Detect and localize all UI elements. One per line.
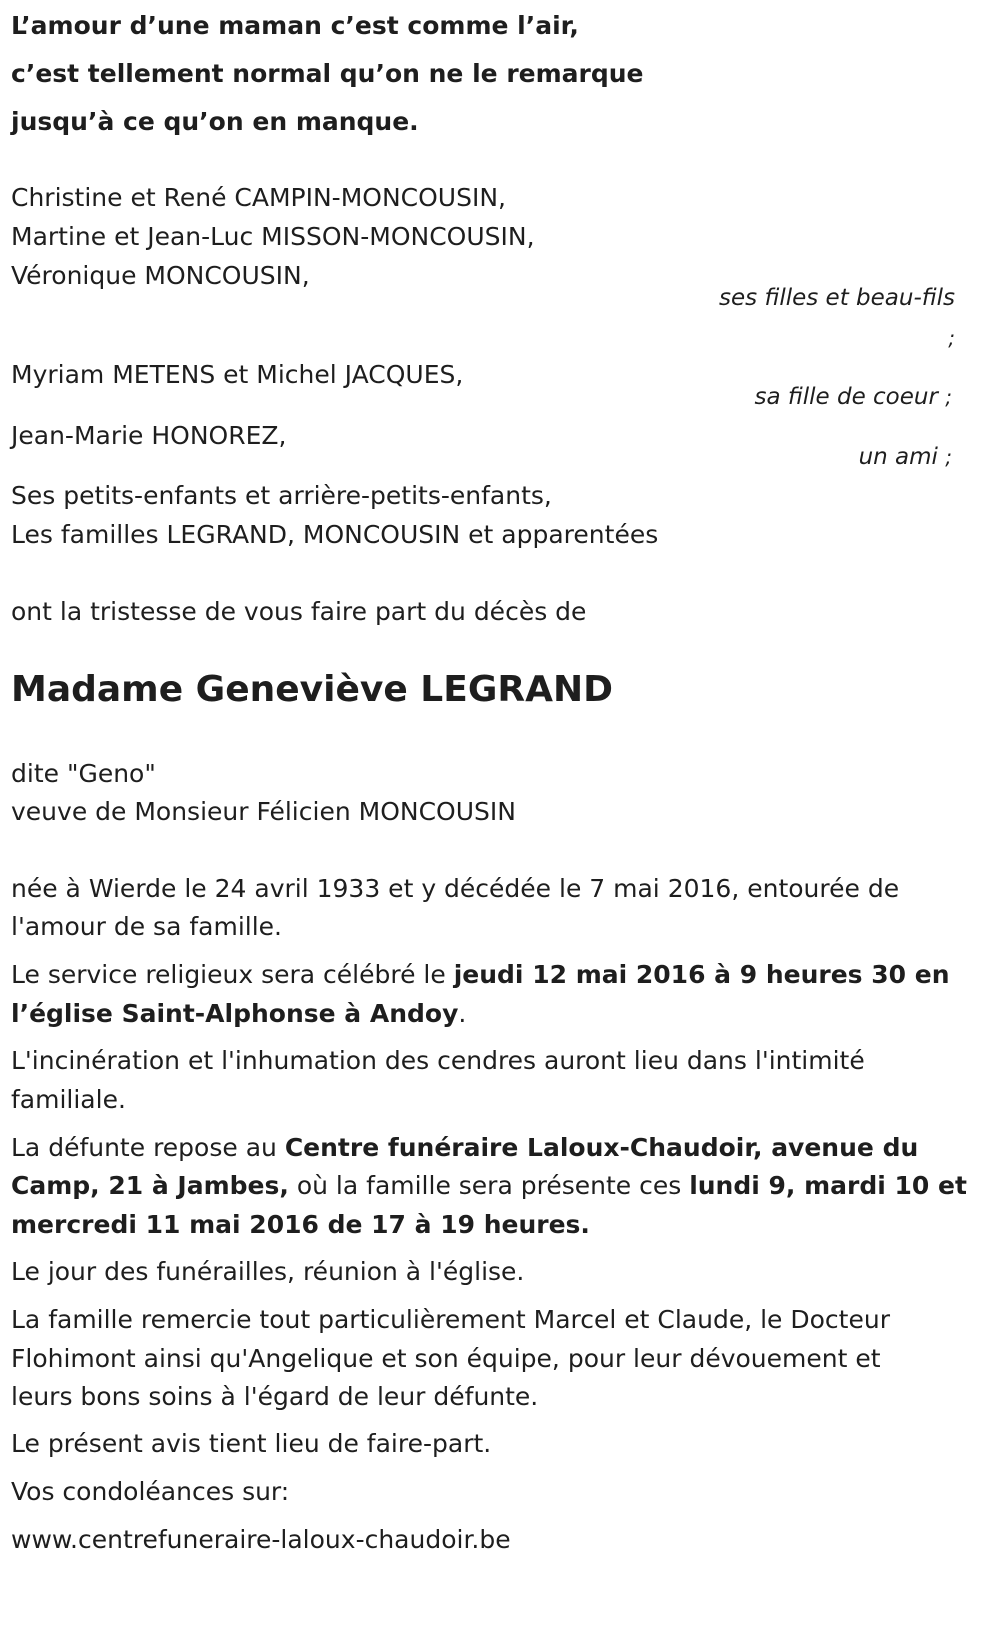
service-line-1: Le service religieux sera célébré le jeudi 12 mai 2016 à 9 heures 30 en (11, 960, 950, 989)
family-grandchildren: Ses petits-enfants et arrière-petits-enfants, (11, 481, 552, 510)
cremation-line-2: familiale. (11, 1085, 126, 1114)
deceased-widow-of: veuve de Monsieur Félicien MONCOUSIN (11, 797, 516, 826)
thanks-line-1: La famille remercie tout particulièrement Marcel et Claude, le Docteur (11, 1305, 890, 1334)
family-daughter-1: Christine et René CAMPIN-MONCOUSIN, (11, 183, 506, 212)
deceased-name: Madame Geneviève LEGRAND (11, 669, 613, 710)
quote-line-3: jusqu’à ce qu’on en manque. (11, 107, 419, 136)
quote-line-2: c’est tellement normal qu’on ne le remarque (11, 59, 644, 88)
notice-text: Le présent avis tient lieu de faire-part. (11, 1429, 492, 1458)
daughters-relation: ses filles et beau-fils (719, 285, 955, 311)
thanks-line-3: leurs bons soins à l'égard de leur défunte. (11, 1382, 539, 1411)
family-heart-daughter: Myriam METENS et Michel JACQUES, (11, 360, 464, 389)
quote-line-1: L’amour d’une maman c’est comme l’air, (11, 11, 579, 40)
heart-daughter-relation: sa fille de coeur ; (754, 384, 952, 410)
friend-relation: un ami ; (858, 444, 952, 470)
rest-line-3: mercredi 11 mai 2016 de 17 à 19 heures. (11, 1210, 590, 1239)
deceased-nickname: dite "Geno" (11, 759, 156, 788)
daughters-relation-separator: ; (948, 326, 955, 350)
condolences-label: Vos condoléances sur: (11, 1477, 290, 1506)
cremation-line-1: L'incinération et l'inhumation des cendres auront lieu dans l'intimité (11, 1046, 865, 1075)
family-related-families: Les familles LEGRAND, MONCOUSIN et apparentées (11, 520, 659, 549)
meeting-text: Le jour des funérailles, réunion à l'église. (11, 1257, 525, 1286)
family-daughter-3: Véronique MONCOUSIN, (11, 261, 310, 290)
rest-line-1: La défunte repose au Centre funéraire Laloux-Chaudoir, avenue du (11, 1133, 919, 1162)
family-friend: Jean-Marie HONOREZ, (11, 421, 287, 450)
thanks-line-2: Flohimont ainsi qu'Angelique et son équipe, pour leur dévouement et (11, 1344, 881, 1373)
birth-death-line-2: l'amour de sa famille. (11, 912, 282, 941)
condolences-website-link[interactable]: www.centrefuneraire-laloux-chaudoir.be (11, 1525, 511, 1554)
rest-line-2: Camp, 21 à Jambes, où la famille sera présente ces lundi 9, mardi 10 et (11, 1171, 967, 1200)
announcement-text: ont la tristesse de vous faire part du décès de (11, 597, 587, 626)
birth-death-line-1: née à Wierde le 24 avril 1933 et y décédée le 7 mai 2016, entourée de (11, 874, 900, 903)
service-line-2: l’église Saint-Alphonse à Andoy. (11, 999, 467, 1028)
family-daughter-2: Martine et Jean-Luc MISSON-MONCOUSIN, (11, 222, 535, 251)
